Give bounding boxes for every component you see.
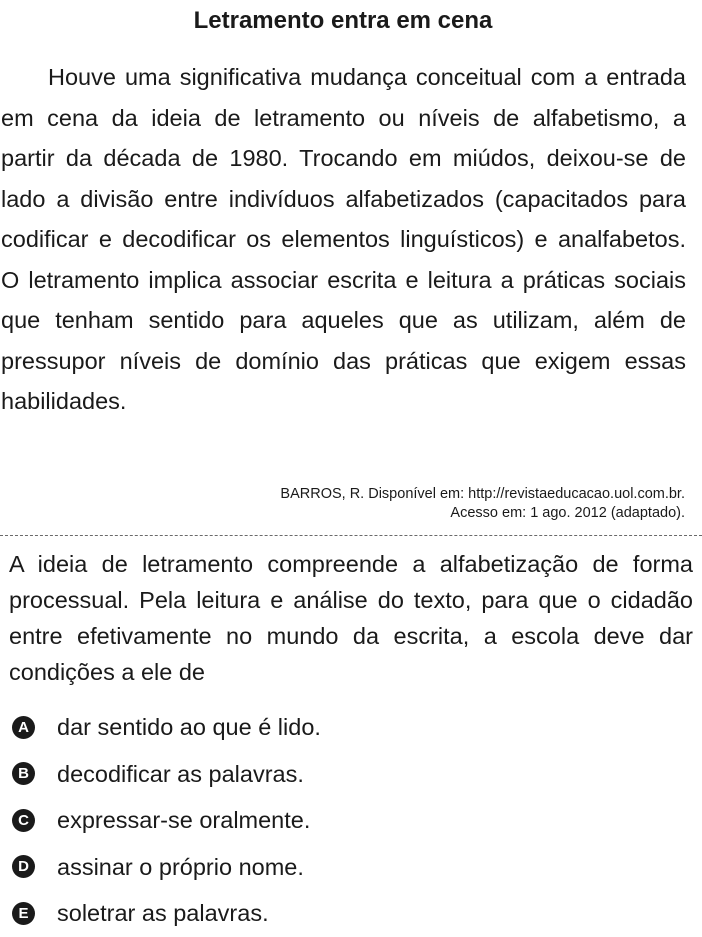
option-a-text: dar sentido ao que é lido.: [57, 714, 321, 741]
source-line-2: Acesso em: 1 ago. 2012 (adaptado).: [450, 505, 685, 521]
option-c[interactable]: [12, 797, 321, 844]
question-stem: A ideia de letramento compreende a alfabetização de forma processual. Pela leitura e análise do texto, para que o cidadão entre efetivamente no mundo da escrita, a escola deve dar condições a ele de: [9, 551, 693, 685]
option-c-text: expressar-se oralmente.: [57, 807, 311, 834]
option-d[interactable]: [12, 844, 321, 891]
dashed-divider: [0, 535, 702, 536]
answer-options: [12, 704, 321, 937]
option-d-text: assinar o próprio nome.: [57, 853, 304, 880]
source-line-1: BARROS, R. Disponível em: http://revistaeducacao.uol.com.br.: [280, 486, 685, 502]
option-a-letter-badge: A: [12, 716, 35, 739]
option-b-text: decodificar as palavras.: [57, 760, 304, 787]
source-citation: [85, 485, 685, 523]
passage-text: Houve uma significativa mudança conceitual com a entrada em cena da ideia de letramento ou níveis de alfabetismo, a partir da década de 1980. Trocando em miúdos, deixou-se de lado a divisão entre indivíduos alfabetizados (capacitados para codificar e decodificar os elementos linguísticos) e analfabetos. O letramento implica associar escrita e leitura a práticas sociais que tenham sentido para aqueles que as utilizam, além de pressupor níveis de domínio das práticas que exigem essas habilidades.: [1, 64, 686, 414]
option-e-text: soletrar as palavras.: [57, 900, 269, 927]
option-e-letter-badge: E: [12, 902, 35, 925]
option-d-letter-badge: D: [12, 855, 35, 878]
option-b-letter-badge: B: [12, 762, 35, 785]
option-a[interactable]: [12, 704, 321, 751]
text-title: Letramento entra em cena: [193, 7, 493, 34]
option-c-letter-badge: C: [12, 809, 35, 832]
option-e[interactable]: [12, 890, 321, 937]
option-b[interactable]: [12, 751, 321, 798]
